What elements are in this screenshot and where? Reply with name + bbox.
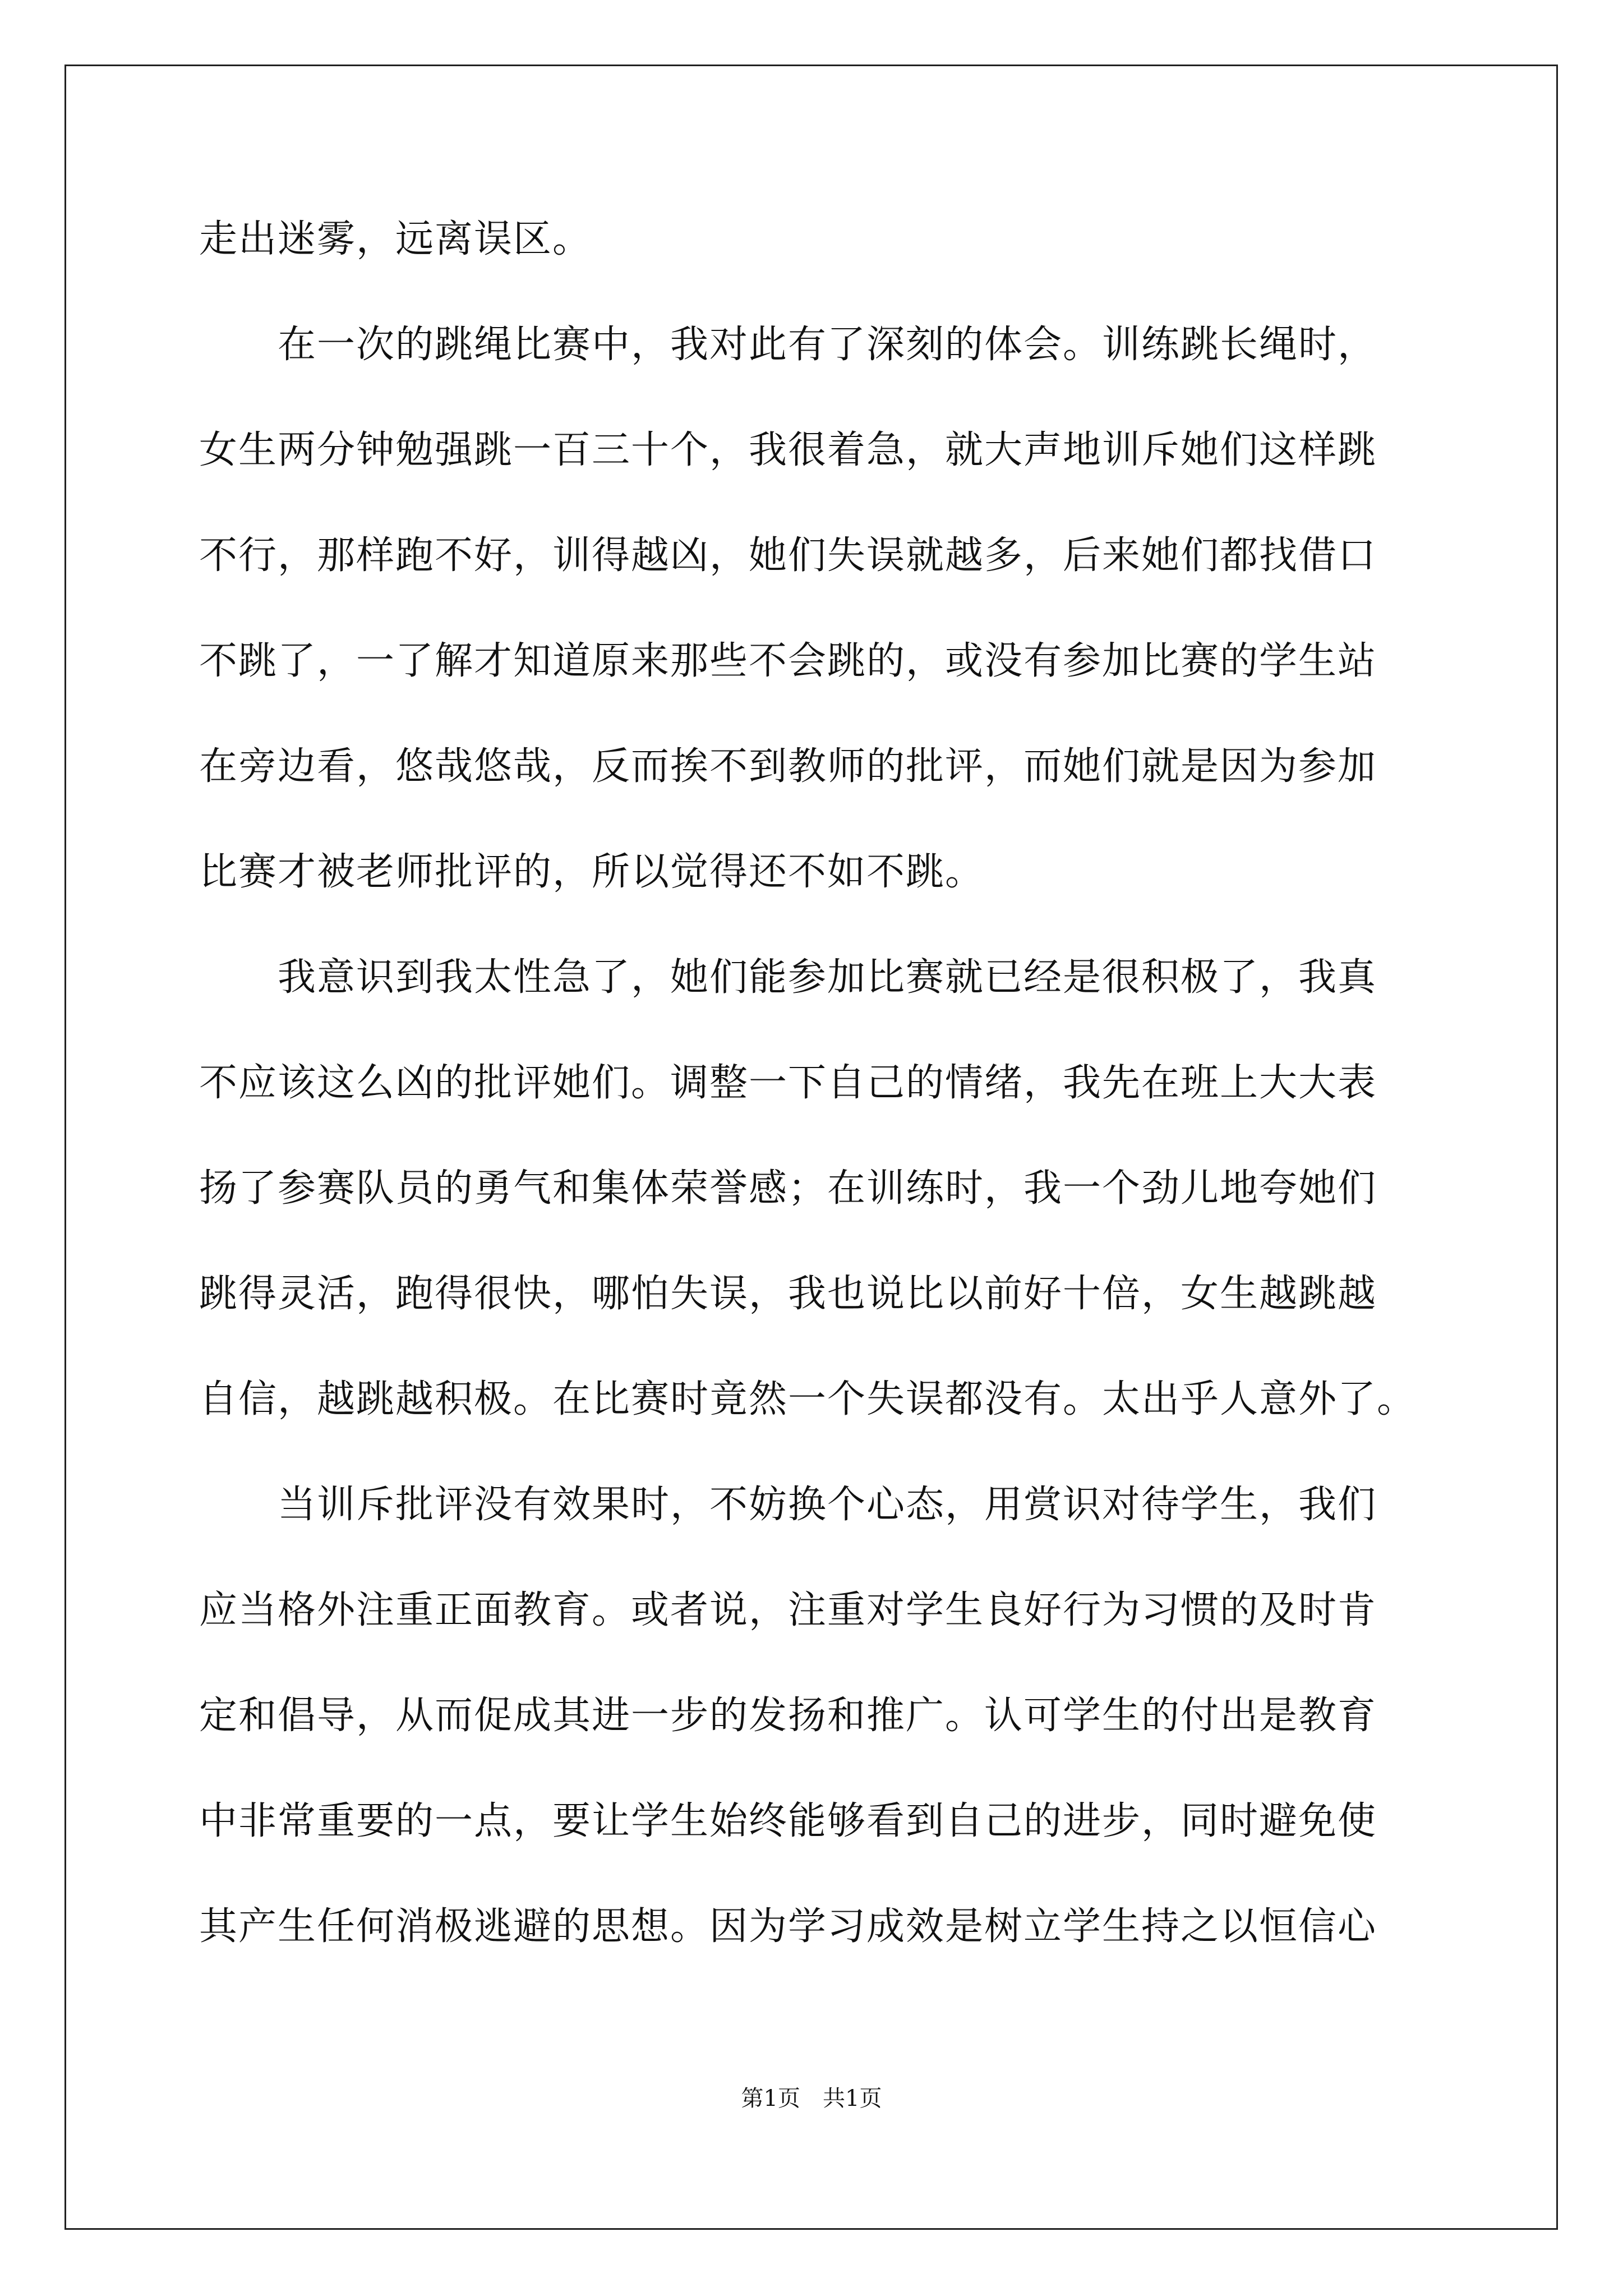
- text-line: 跳得灵活，跑得很快，哪怕失误，我也说比以前好十倍，女生越跳越: [199, 1272, 1377, 1316]
- text-line: 自信，越跳越积极。在比赛时竟然一个失误都没有。太出乎人意外了。: [199, 1377, 1417, 1421]
- text-line: 定和倡导，从而促成其进一步的发扬和推广。认可学生的付出是教育: [199, 1694, 1377, 1738]
- text-line: 不应该这么凶的批评她们。调整一下自己的情绪，我先在班上大大表: [199, 1061, 1377, 1105]
- text-line: 我意识到我太性急了，她们能参加比赛就已经是很积极了，我真: [199, 955, 1377, 1000]
- text-line: 其产生任何消极逃避的思想。因为学习成效是树立学生持之以恒信心: [199, 1904, 1377, 1949]
- text-line: 应当格外注重正面教育。或者说，注重对学生良好行为习惯的及时肯: [199, 1588, 1377, 1632]
- text-line: 不跳了，一了解才知道原来那些不会跳的，或没有参加比赛的学生站: [199, 639, 1377, 683]
- text-line: 在旁边看，悠哉悠哉，反而挨不到教师的批评，而她们就是因为参加: [199, 744, 1377, 789]
- text-line: 走出迷雾，远离误区。: [199, 217, 592, 261]
- text-line: 当训斥批评没有效果时，不妨换个心态，用赏识对待学生，我们: [199, 1483, 1377, 1527]
- text-line: 扬了参赛队员的勇气和集体荣誉感；在训练时，我一个劲儿地夸她们: [199, 1166, 1377, 1211]
- text-line: 比赛才被老师批评的，所以觉得还不如不跳。: [199, 850, 985, 894]
- page-number-footer: 第1页 共1页: [741, 2086, 882, 2111]
- text-line: 在一次的跳绳比赛中，我对此有了深刻的体会。训练跳长绳时，: [199, 323, 1377, 367]
- text-line: 女生两分钟勉强跳一百三十个，我很着急，就大声地训斥她们这样跳: [199, 428, 1377, 472]
- text-line: 中非常重要的一点，要让学生始终能够看到自己的进步，同时避免使: [199, 1799, 1377, 1843]
- text-line: 不行，那样跑不好，训得越凶，她们失误就越多，后来她们都找借口: [199, 533, 1377, 578]
